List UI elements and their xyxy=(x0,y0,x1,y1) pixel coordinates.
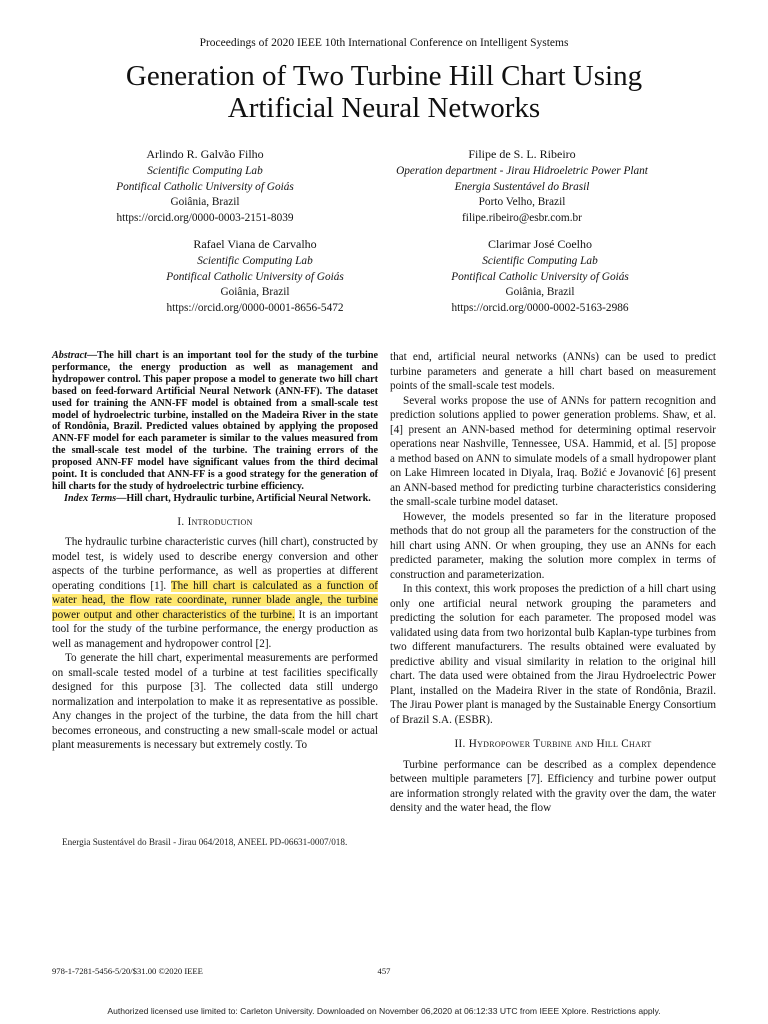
left-column xyxy=(52,350,378,753)
author-name: Rafael Viana de Carvalho xyxy=(193,237,317,251)
abstract xyxy=(52,350,378,493)
section-heading-hydropower xyxy=(390,737,716,752)
proceedings-header: Proceedings of 2020 IEEE 10th International Conference on Intelligent Systems xyxy=(199,37,569,49)
title-line-1: Generation of Two Turbine Hill Chart Using xyxy=(125,60,643,92)
author-contact: filipe.ribeiro@esbr.com.br xyxy=(462,211,582,224)
author-institution: Pontifical Catholic University of Goiás xyxy=(451,270,629,283)
author-block-2 xyxy=(352,147,692,226)
author-location: Goiânia, Brazil xyxy=(170,196,240,209)
author-affiliation: Scientific Computing Lab xyxy=(482,255,598,268)
section-number: II. xyxy=(454,738,469,750)
author-institution: Energia Sustentável do Brasil xyxy=(454,180,590,193)
section-heading-introduction xyxy=(52,515,378,530)
author-affiliation: Scientific Computing Lab xyxy=(147,165,263,178)
paragraph: that end, artificial neural networks (ANNs) can be used to predict turbine parameters and generate a hill chart based on measurement points of the small-scale test models. xyxy=(390,351,716,392)
abstract-text: —The hill chart is an important tool for the study of the turbine performance, the energy production as well as management and hydropower control. This paper propose a model to generate two hill chart based on feed-forward Artificial Neural Network (ANN-FF). The dataset used for training the ANN-FF model is obtained from a small-scale test model of hydroelectric turbine, installed on the Madeira River in the state of Rondônia, Brazil. Predicted values obtained by applying the proposed ANN-FF model for each parameter is similar to the values measured from the small-scale test model of the turbine. The training errors of the proposed ANN-FF model have significant values from the third decimal point. It is concluded that ANN-FF is a good strategy for the generation of hill charts for the study of hydroelectric turbine efficiency. xyxy=(52,350,378,492)
author-block-4 xyxy=(390,237,690,316)
author-name: Arlindo R. Galvão Filho xyxy=(146,147,264,161)
paragraph: In this context, this work proposes the prediction of a hill chart using only one artificial neural network grouping the parameters and predicting the solution for each parameter. The proposed model was validated using data from two horizontal bulb Kaplan-type turbines from two different manufacturers. The results obtained were evaluated by predictive ability and visual similarity in relation to the original hill chart. The data used were obtained from the Jirau Hydroelectric Power Plant, installed on the Madeira River in the state of Rondônia, Brazil. The Jirau Power plant is managed by the Sustainable Energy Consortium of Brazil S.A. (ESBR). xyxy=(390,583,716,726)
author-location: Goiânia, Brazil xyxy=(220,286,290,299)
author-institution: Pontifical Catholic University of Goiás xyxy=(166,270,344,283)
author-name: Filipe de S. L. Ribeiro xyxy=(468,147,576,161)
section-number: I. xyxy=(177,515,188,528)
author-affiliation: Scientific Computing Lab xyxy=(197,255,313,268)
author-location: Porto Velho, Brazil xyxy=(478,196,566,209)
section-title: Introduction xyxy=(187,515,253,528)
page-number: 457 xyxy=(377,966,391,976)
author-affiliation: Operation department - Jirau Hidroeletric Power Plant xyxy=(396,165,648,178)
paragraph-text: The hydraulic turbine characteristic curves (hill chart), constructed by model test, is widely used to describe energy conversion and other aspects of the turbine performance, as well as properties at different operating conditions [1]. xyxy=(52,536,378,592)
index-terms xyxy=(52,493,378,505)
author-institution: Pontifical Catholic University of Goiás xyxy=(116,180,294,193)
paragraph-text: It is an important tool for the study of the turbine performance, the energy production as well as management and hydropower control [2]. xyxy=(52,608,378,650)
paragraph: Turbine performance can be described as a complex dependence between multiple parameters [7]. Efficiency and turbine power output are information strongly related with the gravity over the dam, the water density and the water head, the flow xyxy=(390,758,716,814)
paragraph: To generate the hill chart, experimental measurements are performed on small-scale tested model of a turbine at test facilities specifically designed for this purpose [3]. The collected data still undergo normalization and interpolation to make it as representative as possible. Any changes in the project of the turbine, the data from the hill chart becomes erroneous, and constructing a new small-scale model or actual plant measurements is necessary but extremely costly. To xyxy=(52,652,378,752)
paper-title xyxy=(60,60,708,124)
abstract-label: Abstract xyxy=(52,350,87,361)
author-contact: https://orcid.org/0000-0003-2151-8039 xyxy=(116,211,294,224)
title-line-2: Artificial Neural Networks xyxy=(227,92,541,124)
right-column xyxy=(390,350,716,816)
author-location: Goiânia, Brazil xyxy=(505,286,575,299)
index-terms-text: —Hill chart, Hydraulic turbine, Artificial Neural Network. xyxy=(116,492,371,504)
author-contact: https://orcid.org/0000-0002-5163-2986 xyxy=(451,301,629,314)
author-block-3 xyxy=(105,237,405,316)
author-block-1 xyxy=(60,147,350,226)
isbn-footer: 978-1-7281-5456-5/20/$31.00 ©2020 IEEE xyxy=(52,966,203,976)
paragraph: Several works propose the use of ANNs for pattern recognition and prediction solutions applied to power generation problems. Shaw, et al. [4] present an ANN-based method for determining optimal reservoir operations near Nashville, Tennessee, USA. Hammid, et al. [5] propose a method based on ANN to simulate models of a small hydropower plant on Lake Himreen located in Diyala, Iraq. Božić e Jovanović [6] present an ANN-based method for predicting turbine characteristics considering the small-scale turbine model dataset. xyxy=(390,394,716,508)
section-title: Hydropower Turbine and Hill Chart xyxy=(468,738,652,750)
highlighted-text[interactable]: The hill chart is calculated as a function of water head, the flow rate coordinate, runner blade angle, the turbine power output and other characteristics of the turbine. xyxy=(52,579,379,621)
paragraph: However, the models presented so far in the literature proposed methods that do not group all the parameters for the construction of the hill chart using ANN. Or when grouping, they use an ANNs for each predicted parameter, making the solution more complex in terms of construction and parameterization. xyxy=(390,510,716,581)
author-contact: https://orcid.org/0000-0001-8656-5472 xyxy=(166,301,344,314)
paragraph xyxy=(52,535,378,651)
license-notice: Authorized licensed use limited to: Carleton University. Downloaded on November 06,2020 at 06:12:33 UTC from IEEE Xplore. Restrictions apply. xyxy=(107,1006,661,1016)
author-name: Clarimar José Coelho xyxy=(488,237,592,251)
index-terms-label: Index Terms xyxy=(64,492,117,504)
footnote: Energia Sustentável do Brasil - Jirau 064/2018, ANEEL PD-06631-0007/018. xyxy=(62,837,348,847)
